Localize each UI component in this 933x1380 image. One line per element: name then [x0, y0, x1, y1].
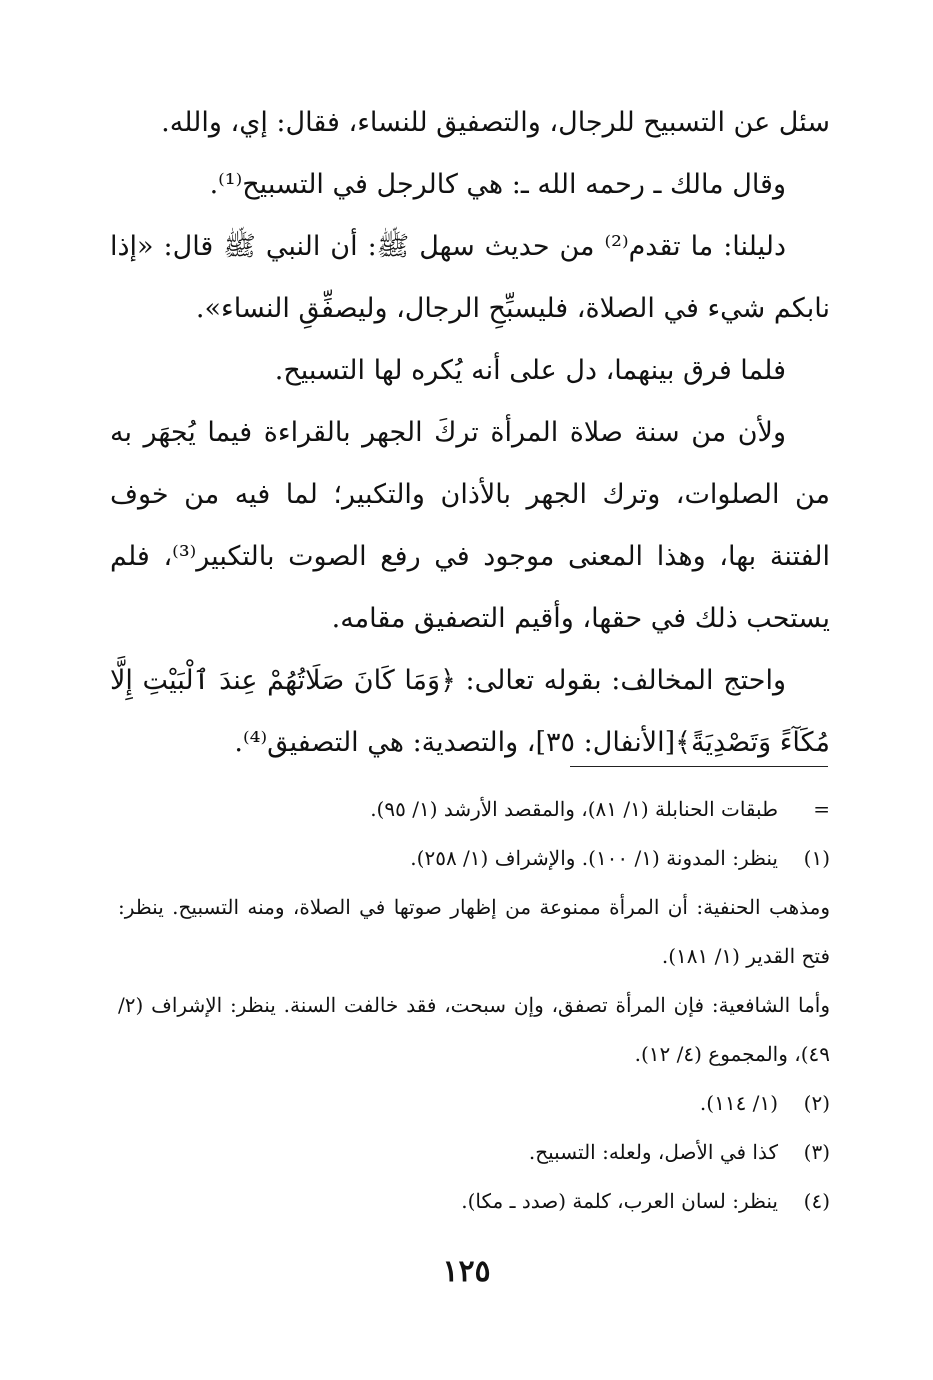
footnote-3: [118, 1128, 830, 1177]
continuation-mark: =: [813, 797, 830, 821]
paragraph-6: واحتج المخالف: بقوله تعالى: ﴿وَمَا كَانَ صَلَاتُهُمْ عِندَ ٱلْبَيْتِ إِلَّا مُكَآءً وَتَصْدِيَةً﴾[الأنفال: ٣٥]، والتصدية: هي التصفيق⁽⁴⁾.: [110, 665, 830, 758]
footnote-1-text: ينظر: المدونة (١/ ١٠٠). والإشراف (١/ ٢٥٨).: [410, 846, 778, 870]
footnote-continuation: [118, 785, 830, 834]
footnote-3-text: كذا في الأصل، ولعله: التسبيح.: [528, 1140, 778, 1164]
footnote-2-text: (١/ ١١٤).: [699, 1091, 778, 1115]
footnote-1-shafii: وأما الشافعية: فإن المرأة تصفق، وإن سبحت، فقد خالفت السنة. ينظر: الإشراف (٢/ ٤٩)، والمجموع (٤/ ١٢).: [118, 993, 830, 1066]
footnote-4-text: ينظر: لسان العرب، كلمة (صدد ـ مكا).: [461, 1189, 778, 1213]
footnote-1-hanafi: ومذهب الحنفية: أن المرأة ممنوعة من إظهار صوتها في الصلاة، ومنه التسبيح. ينظر: فتح القدير (١/ ١٨١).: [118, 895, 830, 968]
footnote-1-mark: (١): [803, 846, 830, 870]
footnotes: [118, 785, 830, 1226]
paragraph-4: فلما فرق بينهما، دل على أنه يُكره لها التسبيح.: [274, 355, 786, 386]
paragraph-1: سئل عن التسبيح للرجال، والتصفيق للنساء، فقال: إي، والله.: [161, 107, 830, 138]
paragraph-2: وقال مالك ـ رحمه الله ـ: هي كالرجل في التسبيح⁽¹⁾.: [209, 169, 786, 200]
paragraph-3: دليلنا: ما تقدم⁽²⁾ من حديث سهل ﷺ: أن النبي ﷺ قال: «إذا نابكم شيء في الصلاة، فليسبِّحِ الرجال، وليصفِّقِ النساء».: [110, 231, 830, 324]
footnote-1: [118, 834, 830, 883]
footnote-continuation-text: طبقات الحنابلة (١/ ٨١)، والمقصد الأرشد (١/ ٩٥).: [370, 797, 778, 821]
footnote-3-mark: (٣): [803, 1140, 830, 1164]
page-number: ١٢٥: [442, 1254, 491, 1289]
footnote-2-mark: (٢): [803, 1091, 830, 1115]
footnote-4-mark: (٤): [803, 1189, 830, 1213]
main-text: [110, 92, 830, 774]
footnote-4: [118, 1177, 830, 1226]
footnote-separator: [570, 766, 828, 767]
footnote-2: [118, 1079, 830, 1128]
paragraph-5: ولأن من سنة صلاة المرأة تركَ الجهر بالقراءة فيما يُجهَر به من الصلوات، وترك الجهر بالأذان والتكبير؛ لما فيه من خوف الفتنة بها، وهذا المعنى موجود في رفع الصوت بالتكبير⁽³⁾، فلم يستحب ذلك في حقها، وأقيم التصفيق مقامه.: [110, 417, 830, 634]
